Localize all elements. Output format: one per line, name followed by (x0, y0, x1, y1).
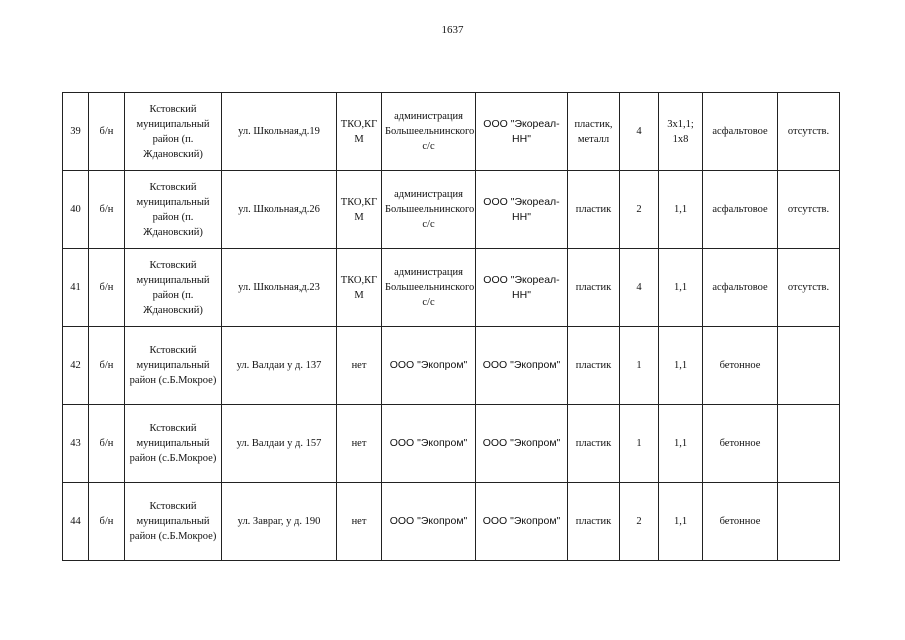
waste-type-cell: ТКО,КГМ (337, 93, 382, 171)
operator-cell: ООО "Экореал-НН" (476, 93, 568, 171)
fence-cell (778, 483, 840, 561)
container-material-cell: пластик (568, 327, 620, 405)
address-cell: ул. Школьная,д.26 (222, 171, 337, 249)
table-row (63, 483, 840, 561)
waste-type-cell: ТКО,КГМ (337, 249, 382, 327)
owner-cell: администрация Большеельнинского с/с (382, 93, 476, 171)
site-code-cell: б/н (89, 327, 125, 405)
site-code-cell: б/н (89, 93, 125, 171)
district-cell: Кстовский муниципальный район (п. Ждановский) (125, 93, 222, 171)
operator-cell: ООО "Экореал-НН" (476, 171, 568, 249)
district-cell: Кстовский муниципальный район (п. Ждановский) (125, 249, 222, 327)
container-material-cell: пластик (568, 483, 620, 561)
table-row (63, 327, 840, 405)
container-volume-cell: 1,1 (659, 171, 703, 249)
address-cell: ул. Школьная,д.19 (222, 93, 337, 171)
container-volume-cell: 1,1 (659, 483, 703, 561)
site-code-cell: б/н (89, 483, 125, 561)
owner-cell: администрация Большеельнинского с/с (382, 171, 476, 249)
container-count-cell: 4 (620, 249, 659, 327)
surface-type-cell: бетонное (703, 405, 778, 483)
surface-type-cell: бетонное (703, 483, 778, 561)
owner-cell: ООО "Экопром" (382, 327, 476, 405)
container-count-cell: 2 (620, 171, 659, 249)
container-material-cell: пластик (568, 249, 620, 327)
table-row (63, 171, 840, 249)
address-cell: ул. Валдаи у д. 137 (222, 327, 337, 405)
owner-cell: ООО "Экопром" (382, 483, 476, 561)
operator-cell: ООО "Экопром" (476, 483, 568, 561)
container-count-cell: 4 (620, 93, 659, 171)
address-cell: ул. Валдаи у д. 157 (222, 405, 337, 483)
address-cell: ул. Завраг, у д. 190 (222, 483, 337, 561)
row-number-cell: 43 (63, 405, 89, 483)
fence-cell: отсутств. (778, 171, 840, 249)
container-material-cell: пластик (568, 171, 620, 249)
operator-cell: ООО "Экореал-НН" (476, 249, 568, 327)
fence-cell (778, 405, 840, 483)
owner-cell: ООО "Экопром" (382, 405, 476, 483)
page-number: 1637 (441, 24, 464, 36)
surface-type-cell: асфальтовое (703, 93, 778, 171)
operator-cell: ООО "Экопром" (476, 405, 568, 483)
container-volume-cell: 1,1 (659, 327, 703, 405)
operator-cell: ООО "Экопром" (476, 327, 568, 405)
owner-cell: администрация Большеельнинского с/с (382, 249, 476, 327)
row-number-cell: 42 (63, 327, 89, 405)
site-code-cell: б/н (89, 249, 125, 327)
address-cell: ул. Школьная,д.23 (222, 249, 337, 327)
row-number-cell: 44 (63, 483, 89, 561)
table-row (63, 405, 840, 483)
district-cell: Кстовский муниципальный район (с.Б.Мокрое) (125, 327, 222, 405)
container-count-cell: 1 (620, 405, 659, 483)
waste-type-cell: нет (337, 327, 382, 405)
container-volume-cell: 1,1 (659, 405, 703, 483)
table-row (63, 249, 840, 327)
container-volume-cell: 3х1,1; 1х8 (659, 93, 703, 171)
surface-type-cell: асфальтовое (703, 249, 778, 327)
table-row (63, 93, 840, 171)
surface-type-cell: бетонное (703, 327, 778, 405)
container-count-cell: 1 (620, 327, 659, 405)
row-number-cell: 39 (63, 93, 89, 171)
district-cell: Кстовский муниципальный район (п. Ждановский) (125, 171, 222, 249)
district-cell: Кстовский муниципальный район (с.Б.Мокрое) (125, 405, 222, 483)
container-count-cell: 2 (620, 483, 659, 561)
site-code-cell: б/н (89, 171, 125, 249)
row-number-cell: 41 (63, 249, 89, 327)
row-number-cell: 40 (63, 171, 89, 249)
site-code-cell: б/н (89, 405, 125, 483)
district-cell: Кстовский муниципальный район (с.Б.Мокрое) (125, 483, 222, 561)
container-material-cell: пластик (568, 405, 620, 483)
fence-cell: отсутств. (778, 249, 840, 327)
waste-type-cell: ТКО,КГМ (337, 171, 382, 249)
fence-cell (778, 327, 840, 405)
container-volume-cell: 1,1 (659, 249, 703, 327)
waste-type-cell: нет (337, 405, 382, 483)
surface-type-cell: асфальтовое (703, 171, 778, 249)
fence-cell: отсутств. (778, 93, 840, 171)
waste-type-cell: нет (337, 483, 382, 561)
container-material-cell: пластик, металл (568, 93, 620, 171)
waste-sites-table (62, 92, 840, 561)
